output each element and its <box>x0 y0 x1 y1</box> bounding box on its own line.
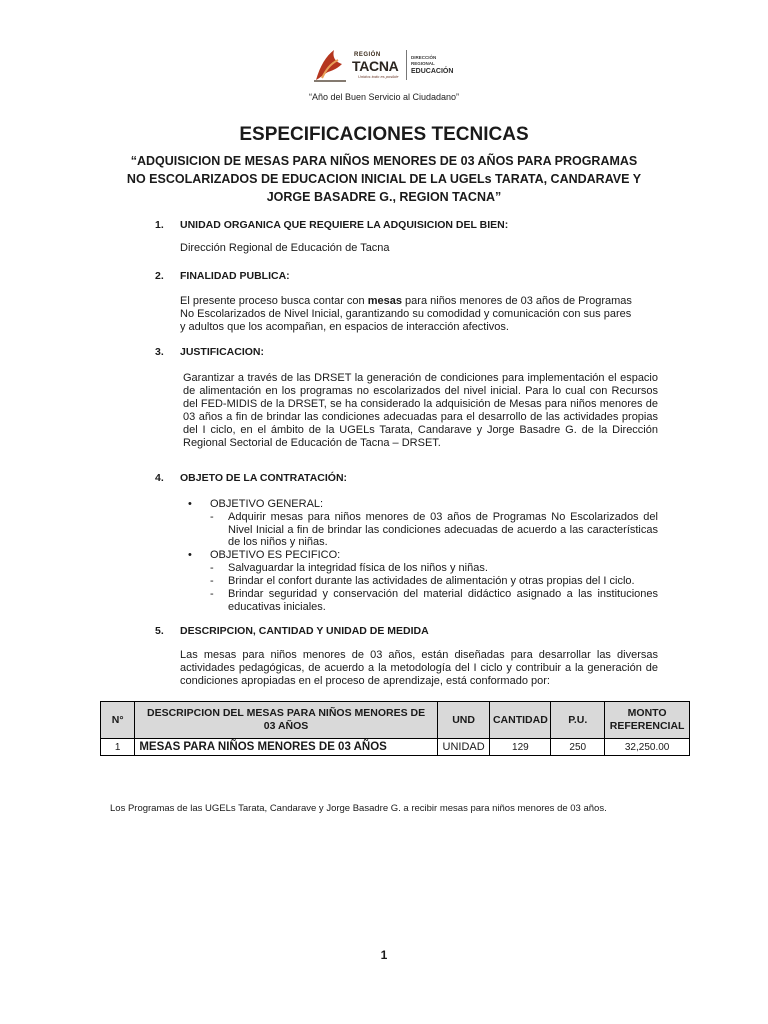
th-quantity: CANTIDAD <box>490 702 551 739</box>
logo-direccion-line2: REGIONAL <box>411 61 435 66</box>
cell-number: 1 <box>101 739 135 756</box>
document-subtitle <box>100 152 668 206</box>
section-2-line-3: y adultos que los acompañan, en espacios de interacción afectivos. <box>180 321 509 333</box>
section-5-number: 5. <box>155 625 164 637</box>
section-2-body <box>180 295 660 334</box>
objective-specific-label: OBJETIVO ES PECIFICO: <box>210 549 341 561</box>
dre-tacna-logo <box>312 46 462 86</box>
section-4-number: 4. <box>155 472 164 484</box>
year-motto: “Año del Buen Servicio al Ciudadano” <box>308 92 460 102</box>
subtitle-line-3: JORGE BASADRE G., REGION TACNA” <box>266 190 502 204</box>
objective-specific-dash-1: - <box>210 562 214 574</box>
objective-specific-item-1: Salvaguardar la integridad física de los niños y niñas. <box>228 562 488 574</box>
cell-reference-amount: 32,250.00 <box>605 739 690 756</box>
section-2-text-bold: mesas <box>367 295 402 307</box>
section-3-number: 3. <box>155 346 164 358</box>
section-5-body: Las mesas para niños menores de 03 años, están diseñadas para desarrollar las diversas actividades pedagógicas, de acuerdo a la metodología del I ciclo y contribuir a la generación de condiciones apropiadas en el proceso de aprendizaje, está conformado por: <box>180 649 658 687</box>
objective-specific-dash-3: - <box>210 588 214 600</box>
th-reference-amount: MONTO REFERENCIAL <box>605 702 690 739</box>
objective-specific-item-2: Brindar el confort durante las actividades de alimentación y otras propias del I ciclo. <box>228 575 635 587</box>
page-number: 1 <box>380 948 388 962</box>
table-header-row <box>101 702 690 739</box>
logo-region-label: REGIÓN <box>354 52 381 58</box>
logo-divider <box>406 50 407 80</box>
section-2-number: 2. <box>155 270 164 282</box>
objective-specific-item-3: Brindar seguridad y conservación del material didáctico asignado a las instituciones educativas iniciales. <box>228 588 658 613</box>
cell-description: MESAS PARA NIÑOS MENORES DE 03 AÑOS <box>135 739 437 756</box>
cell-quantity: 129 <box>490 739 551 756</box>
section-2-heading: FINALIDAD PUBLICA: <box>180 270 290 282</box>
th-unit: UND <box>437 702 490 739</box>
region-tacna-emblem-icon <box>312 48 348 82</box>
logo-direccion-line1: DIRECCIÓN <box>411 55 437 60</box>
th-number: N° <box>101 702 135 739</box>
section-3-heading: JUSTIFICACION: <box>180 346 264 358</box>
section-2-line-2: No Escolarizados de Nivel Inicial, garantizando su comodidad y comunicación con sus pares <box>180 308 632 320</box>
document-title: ESPECIFICACIONES TECNICAS <box>239 124 529 145</box>
section-1-number: 1. <box>155 219 164 231</box>
section-2-text-after: para niños menores de 03 años de Programas <box>402 295 632 307</box>
objective-general-label: OBJETIVO GENERAL: <box>210 498 324 510</box>
footnote: Los Programas de las UGELs Tarata, Candarave y Jorge Basadre G. a recibir mesas para niños menores de 03 años. <box>110 803 607 814</box>
section-4-heading: OBJETO DE LA CONTRATACIÓN: <box>180 472 348 484</box>
section-2-text-before: El presente proceso busca contar con <box>180 295 368 307</box>
section-1-heading: UNIDAD ORGANICA QUE REQUIERE LA ADQUISICION DEL BIEN: <box>180 219 509 231</box>
subtitle-line-2: NO ESCOLARIZADOS DE EDUCACION INICIAL DE LA UGELs TARATA, CANDARAVE Y <box>126 172 642 186</box>
objective-specific-dash-2: - <box>210 575 214 587</box>
objective-general-dash: - <box>210 511 214 523</box>
logo-tagline: Unidos todo es posible <box>358 74 399 79</box>
section-1-body: Dirección Regional de Educación de Tacna <box>180 242 390 254</box>
objective-general-item: Adquirir mesas para niños menores de 03 años de Programas No Escolarizados del Nivel Inicial a fin de brindar las condiciones adecuadas de acuerdo a las características de los niños y niñas. <box>228 511 658 548</box>
subtitle-line-1: “ADQUISICION DE MESAS PARA NIÑOS MENORES DE 03 AÑOS PARA PROGRAMAS <box>130 154 638 168</box>
logo-direccion <box>411 55 436 67</box>
th-unit-price: P.U. <box>551 702 605 739</box>
th-description: DESCRIPCION DEL MESAS PARA NIÑOS MENORES DE 03 AÑOS <box>135 702 437 739</box>
section-2-line-1 <box>180 295 660 308</box>
cell-unit: UNIDAD <box>437 739 490 756</box>
items-table <box>100 701 690 756</box>
objective-general-bullet: • <box>188 498 192 510</box>
cell-unit-price: 250 <box>551 739 605 756</box>
logo-educacion: EDUCACIÓN <box>411 68 454 75</box>
table-row <box>101 739 690 756</box>
section-3-body: Garantizar a través de las DRSET la generación de condiciones para implementación el espacio de alimentación en los programas no escolarizados del nivel inicial. Para lo cual con Recursos del FED-MIDIS de la DRSET, se ha considerado la adquisición de Mesas para niños menores de 03 años a fin de brindar las condiciones adecuadas para el desarrollo de las actividades propias del I ciclo, en el ámbito de la UGELs Tarata, Candarave y Jorge Basadre G. de la Dirección Regional Sectorial de Educación de Tacna – DRSET. <box>183 372 658 449</box>
objective-specific-bullet: • <box>188 549 192 561</box>
logo-region-name: TACNA <box>352 58 399 74</box>
section-5-heading: DESCRIPCION, CANTIDAD Y UNIDAD DE MEDIDA <box>180 625 429 637</box>
